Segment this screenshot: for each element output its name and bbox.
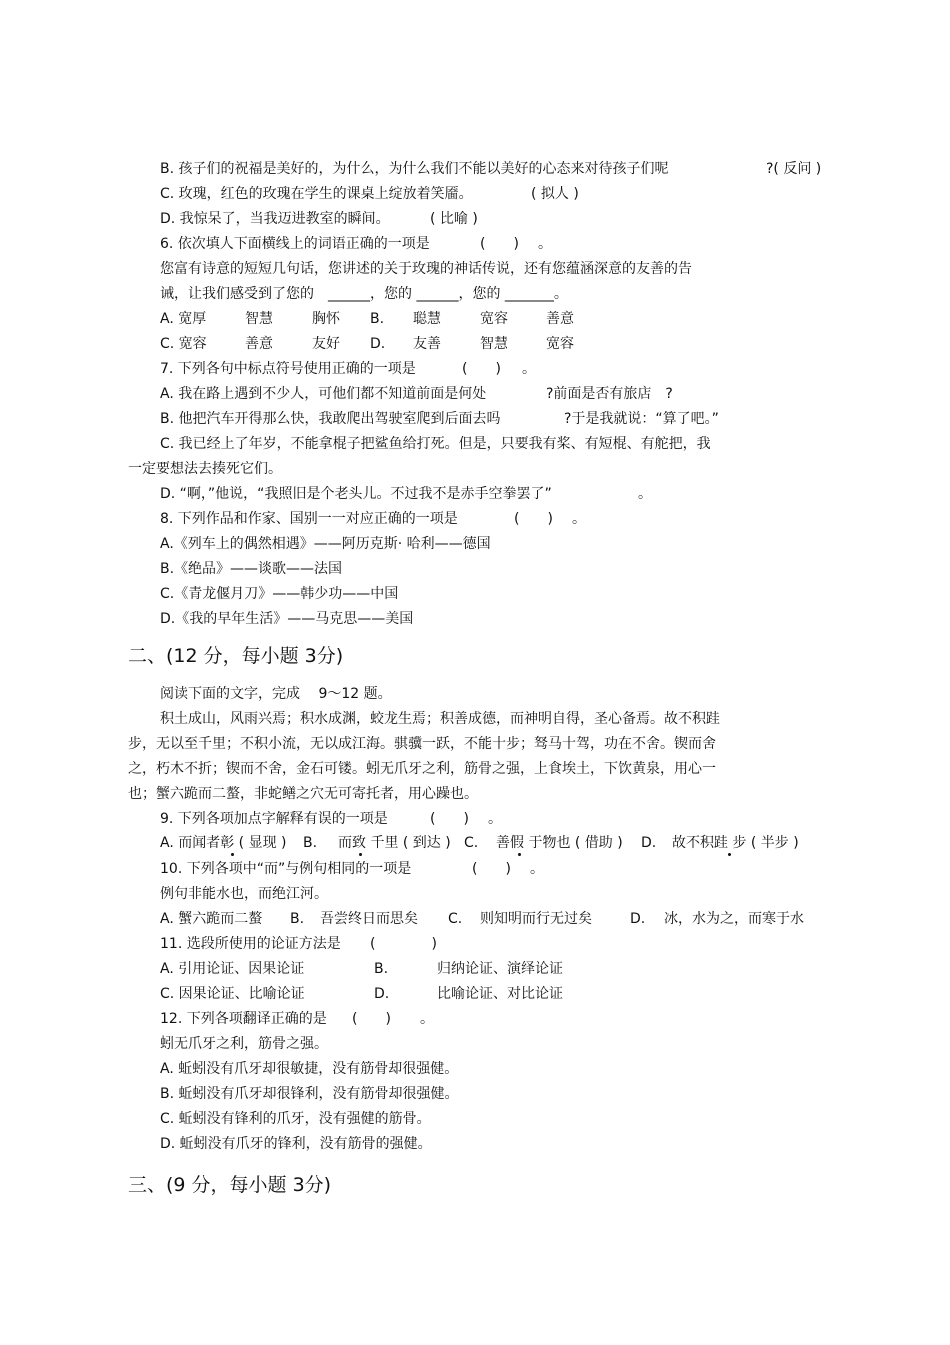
q6-option-c-word-2: 善意	[245, 336, 273, 352]
q12-answer-paren: ( )	[352, 1011, 391, 1027]
q7-option-b-tail: ?于是我就说：“算了吧。”	[564, 411, 719, 427]
q9-option-b-letter: B.	[303, 835, 318, 851]
q12-end: 。	[420, 1011, 434, 1027]
passage-line-1: 积土成山，风雨兴焉；积水成渊，蛟龙生焉；积善成德，而神明自得，圣心备焉。故不积跬	[160, 711, 720, 727]
q6-option-d-word-1: 友善	[413, 336, 441, 352]
q4-option-d-note: ( 比喻 )	[430, 211, 478, 227]
q7-answer-paren: ( )	[462, 361, 501, 377]
passage-line-4: 也；蟹六跪而二螯，非蛇鳝之穴无可寄托者，用心躁也。	[128, 786, 478, 802]
q12-option-b: B. 蚯蚓没有爪牙却很锋利，没有筋骨却很强健。	[160, 1086, 459, 1102]
q10-option-d: 冰，水为之，而寒于水	[664, 911, 804, 927]
q9-option-c-letter: C.	[464, 835, 479, 851]
q11-option-d-letter: D.	[374, 986, 390, 1002]
q8-option-d: D.《我的早年生活》——马克思——美国	[160, 611, 414, 627]
q9-end: 。	[488, 811, 502, 827]
q10-option-d-letter: D.	[630, 911, 646, 927]
q8-option-b: B.《绝品》——谈歌——法国	[160, 561, 343, 577]
section-3-heading: 三、(9 分，每小题 3分)	[128, 1174, 332, 1196]
q8-answer-paren: ( )	[514, 511, 553, 527]
passage-line-2: 步，无以至千里；不积小流，无以成江海。骐骥一跃，不能十步；驽马十驾，功在不舍。锲而舍	[128, 736, 716, 752]
q9-option-b: 而致 千里 ( 到达 )	[338, 835, 451, 851]
q10-end: 。	[530, 861, 544, 877]
q7-option-b: B. 他把汽车开得那么快，我敢爬出驾驶室爬到后面去吗	[160, 411, 501, 427]
q10-option-c-letter: C.	[448, 911, 463, 927]
q10-example: 例句非能水也，而绝江河。	[160, 886, 328, 902]
q12-option-d: D. 蚯蚓没有爪牙的锋利，没有筋骨的强健。	[160, 1136, 432, 1152]
passage-line-3: 之，朽木不折；锲而不舍，金石可镂。蚓无爪牙之利，筋骨之强，上食埃土，下饮黄泉，用心一	[128, 761, 716, 777]
q4-option-d: D. 我惊呆了，当我迈进教室的瞬间。	[160, 211, 390, 227]
emphasis-dot-a	[231, 853, 234, 856]
q6-option-a-word-3: 胸怀	[312, 311, 340, 327]
q9-answer-paren: ( )	[430, 811, 469, 827]
q6-end: 。	[538, 236, 552, 252]
q6-option-d-word-3: 宽容	[546, 336, 574, 352]
q10-option-b-letter: B.	[290, 911, 305, 927]
q9-option-a: A. 而闻者彰 ( 显现 )	[160, 835, 287, 851]
q10-option-a: A. 蟹六跪而二螯	[160, 911, 263, 927]
section-2-intro: 阅读下面的文字，完成 9～12 题。	[160, 686, 392, 702]
q6-option-c-word-3: 友好	[312, 336, 340, 352]
q11-stem: 11. 选段所使用的论证方法是	[160, 936, 341, 952]
q7-stem: 7. 下列各句中标点符号使用正确的一项是	[160, 361, 416, 377]
emphasis-dot-b	[359, 853, 362, 856]
q7-end: 。	[522, 361, 536, 377]
q11-option-c: C. 因果论证、比喻论证	[160, 986, 305, 1002]
q8-end: 。	[572, 511, 586, 527]
q4-option-b-note: ?( 反问 )	[766, 161, 822, 177]
q4-option-c: C. 玫瑰，红色的玫瑰在学生的课桌上绽放着笑靥。	[160, 186, 473, 202]
q11-option-a: A. 引用论证、因果论证	[160, 961, 305, 977]
q7-option-c-line-2: 一定要想法去揍死它们。	[128, 461, 282, 477]
q7-option-a-tail: ?前面是否有旅店 ?	[546, 386, 673, 402]
q10-answer-paren: ( )	[472, 861, 511, 877]
q6-option-d-word-2: 智慧	[480, 336, 508, 352]
q10-option-b: 吾尝终日而思矣	[320, 911, 418, 927]
q6-passage-line-1: 您富有诗意的短短几句话，您讲述的关于玫瑰的神话传说，还有您蕴涵深意的友善的告	[160, 261, 692, 277]
q6-option-b-word-3: 善意	[546, 311, 574, 327]
q6-option-a-word-2: 智慧	[245, 311, 273, 327]
q9-option-d-letter: D.	[641, 835, 657, 851]
q12-option-c: C. 蚯蚓没有锋利的爪牙，没有强健的筋骨。	[160, 1111, 431, 1127]
q7-option-d-end: 。	[638, 486, 652, 502]
q11-answer-paren: ( )	[370, 936, 437, 952]
q6-option-b-word-1: 聪慧	[413, 311, 441, 327]
q4-option-c-note: ( 拟人 )	[531, 186, 579, 202]
q11-option-b: 归纳论证、演绎论证	[437, 961, 563, 977]
q12-sentence: 蚓无爪牙之利，筋骨之强。	[160, 1036, 328, 1052]
emphasis-dot-d	[728, 853, 731, 856]
q11-option-b-letter: B.	[374, 961, 389, 977]
q6-option-d: D.	[370, 336, 386, 352]
q4-option-b: B. 孩子们的祝福是美好的，为什么，为什么我们不能以美好的心态来对待孩子们呢	[160, 161, 669, 177]
q8-option-a: A.《列车上的偶然相遇》——阿历克斯· 哈利——德国	[160, 536, 491, 552]
section-2-heading: 二、(12 分，每小题 3分)	[128, 645, 344, 667]
q9-stem: 9. 下列各项加点字解释有误的一项是	[160, 811, 388, 827]
q12-option-a: A. 蚯蚓没有爪牙却很敏捷，没有筋骨却很强健。	[160, 1061, 459, 1077]
q7-option-c-line-1: C. 我已经上了年岁，不能拿棍子把鲨鱼给打死。但是，只要我有桨、有短棍、有舵把，我	[160, 436, 711, 452]
q6-option-b: B.	[370, 311, 385, 327]
q7-option-d: D. “啊，”他说，“我照旧是个老头儿。不过我不是赤手空拳罢了”	[160, 486, 552, 502]
q6-answer-paren: ( )	[480, 236, 519, 252]
emphasis-dot-c	[518, 853, 521, 856]
q6-option-a: A. 宽厚	[160, 311, 207, 327]
q6-option-b-word-2: 宽容	[480, 311, 508, 327]
q9-option-c: 善假 于物也 ( 借助 )	[496, 835, 623, 851]
q6-passage-line-2: 诫，让我们感受到了您的 ______，您的 ______，您的 _______。	[160, 286, 568, 302]
q10-option-c: 则知明而行无过矣	[480, 911, 592, 927]
q8-stem: 8. 下列作品和作家、国别一一对应正确的一项是	[160, 511, 458, 527]
q9-option-d: 故不积跬 步 ( 半步 )	[672, 835, 799, 851]
q11-option-d: 比喻论证、对比论证	[437, 986, 563, 1002]
q8-option-c: C.《青龙偃月刀》——韩少功——中国	[160, 586, 399, 602]
q7-option-a: A. 我在路上遇到不少人，可他们都不知道前面是何处	[160, 386, 487, 402]
q6-stem: 6. 依次填人下面横线上的词语正确的一项是	[160, 236, 430, 252]
q12-stem: 12. 下列各项翻译正确的是	[160, 1011, 327, 1027]
q10-stem: 10. 下列各项中“而”与例句相同的一项是	[160, 861, 412, 877]
q6-option-c: C. 宽容	[160, 336, 207, 352]
